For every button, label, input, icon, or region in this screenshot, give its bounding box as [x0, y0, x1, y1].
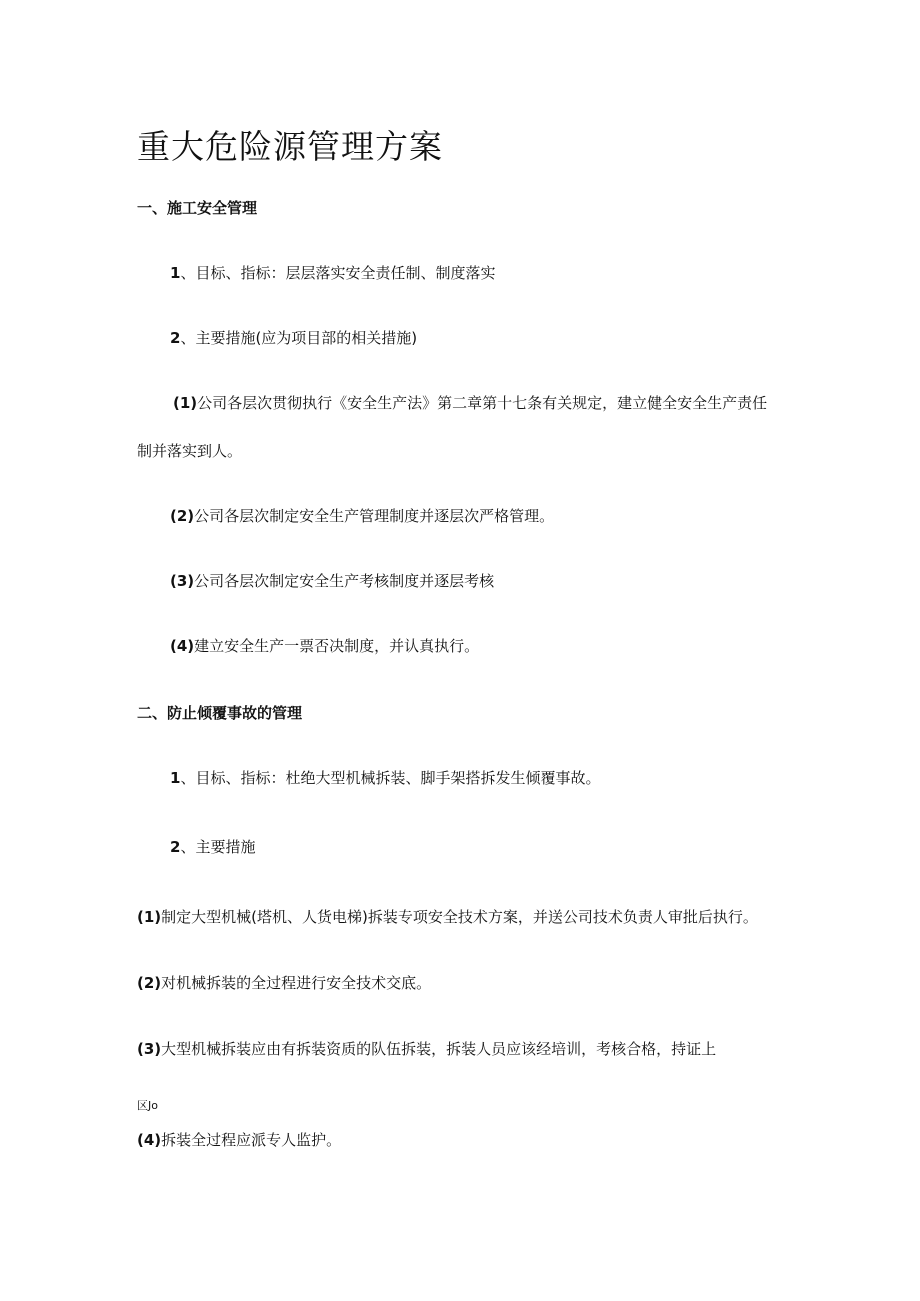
measure-continuation: 区Jo [137, 1099, 158, 1112]
measure-text: 建立安全生产一票否决制度，并认真执行。 [194, 637, 480, 655]
item-number: (3) [170, 572, 195, 590]
paragraph-text: 、主要措施 [180, 838, 256, 856]
measure-item [137, 973, 431, 993]
section-heading: 一、施工安全管理 [137, 199, 258, 217]
measure-item [173, 393, 767, 413]
measure-text: 大型机械拆装应由有拆装资质的队伍拆装，拆装人员应该经培训，考核合格，持证上 [161, 1040, 717, 1058]
item-number: (2) [137, 974, 162, 992]
measure-item [170, 571, 494, 591]
item-number: 2 [170, 838, 181, 856]
paragraph [170, 263, 495, 283]
item-number: 1 [170, 264, 181, 282]
item-number: (4) [170, 637, 195, 655]
measure-text: 公司各层次制定安全生产管理制度并逐层次严格管理。 [194, 507, 555, 525]
item-number: (1) [173, 394, 198, 412]
paragraph [170, 768, 600, 788]
item-number: (1) [137, 908, 162, 926]
paragraph-text: 、主要措施(应为项目部的相关措施) [180, 329, 418, 347]
measure-text: 公司各层次贯彻执行《安全生产法》第二章第十七条有关规定，建立健全安全生产责任 [197, 394, 768, 412]
measure-item [137, 907, 758, 927]
measure-item [137, 1039, 716, 1059]
measure-item [137, 1130, 341, 1150]
paragraph-text: 、目标、指标：层层落实安全责任制、制度落实 [180, 264, 496, 282]
measure-continuation: 制并落实到人。 [137, 442, 243, 460]
section-heading: 二、防止倾覆事故的管理 [137, 704, 303, 722]
measure-text: 制定大型机械(塔机、人货电梯)拆装专项安全技术方案，并送公司技术负责人审批后执行。 [161, 908, 758, 926]
page-title: 重大危险源管理方案 [137, 127, 443, 166]
item-number: (3) [137, 1040, 162, 1058]
paragraph [170, 837, 255, 857]
measure-text: 拆装全过程应派专人监护。 [161, 1131, 342, 1149]
measure-item [170, 506, 554, 526]
measure-text: 对机械拆装的全过程进行安全技术交底。 [161, 974, 432, 992]
paragraph-text: 、目标、指标：杜绝大型机械拆装、脚手架搭拆发生倾覆事故。 [180, 769, 601, 787]
item-number: (2) [170, 507, 195, 525]
measure-item [170, 636, 479, 656]
measure-text: 公司各层次制定安全生产考核制度并逐层考核 [194, 572, 495, 590]
paragraph [170, 328, 417, 348]
item-number: 1 [170, 769, 181, 787]
item-number: (4) [137, 1131, 162, 1149]
item-number: 2 [170, 329, 181, 347]
